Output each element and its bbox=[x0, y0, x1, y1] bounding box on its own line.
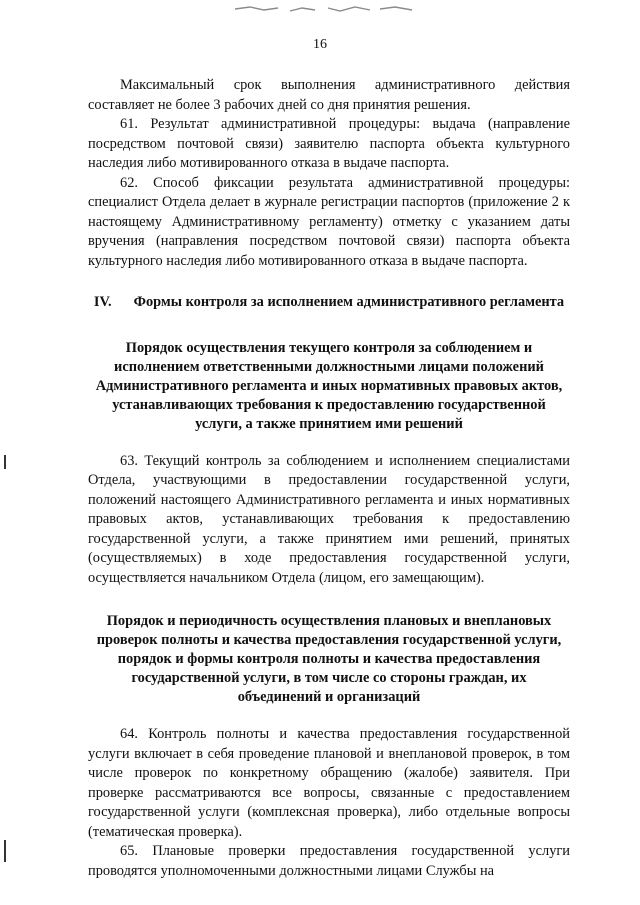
paragraph-62: 62. Способ фиксации результата административной процедуры: специалист Отдела делает в журнале регистрации паспортов (приложение 2 к настоящему Административному регламенту) отметку с указанием даты вручения (направления посредством почтовой связи) паспорта объекта культурного наследия либо мотивированного отказа в выдаче паспорта. bbox=[88, 174, 570, 269]
scan-margin-mark bbox=[4, 455, 6, 469]
paragraph-65: 65. Плановые проверки предоставления государственной услуги проводятся уполномоченными должностными лицами Службы на bbox=[88, 843, 570, 879]
subheading-current-control: Порядок осуществления текущего контроля за соблюдением и исполнением ответственными должностными лицами положений Административного регламента и иных нормативных правовых актов, устанавливающих требования к предоставлению государственной услуги, а также принятием ими решений bbox=[95, 339, 563, 432]
section-number: IV. bbox=[93, 294, 112, 310]
paragraph-64: 64. Контроль полноты и качества предоставления государственной услуги включает в себя проведение плановой и внеплановой проверок, в том числе проверок по конкретному обращению (жалобе) заявителя. При проверке рассматриваются все вопросы, связанные с предоставлением государственной услуги (комплексная проверка), либо отдельные вопросы (тематическая проверка). bbox=[88, 726, 570, 840]
paragraph-61: 61. Результат административной процедуры: выдача (направление посредством почтовой связи) заявителю паспорта объекта культурного наследия либо мотивированного отказа в выдаче паспорта. bbox=[88, 116, 570, 171]
paragraph-intro: Максимальный срок выполнения административного действия составляет не более 3 рабочих дней со дня принятия решения. bbox=[88, 77, 570, 113]
document-body bbox=[88, 76, 570, 881]
page-number: 16 bbox=[313, 37, 327, 52]
section-heading-iv bbox=[88, 293, 570, 313]
section-title: Формы контроля за исполнением административного регламента bbox=[133, 294, 565, 310]
subheading-inspections: Порядок и периодичность осуществления плановых и внеплановых проверок полноты и качества предоставления государственной услуги, порядок и формы контроля полноты и качества предоставления государственной услуги, в том числе со стороны граждан, их объединений и организаций bbox=[96, 613, 562, 705]
scan-margin-mark bbox=[4, 840, 6, 862]
scan-artifact bbox=[230, 2, 420, 16]
paragraph-63: 63. Текущий контроль за соблюдением и исполнением специалистами Отдела, участвующими в предоставлении государственной услуги, положений настоящего Административного регламента и иных нормативных правовых актов, устанавливающих требования к предоставлению государственной услуги, а также принятием ими решений, принятых (осуществляемых) в ходе предоставления государственной услуги, осуществляется начальником Отдела (лицом, его замещающим). bbox=[88, 452, 570, 586]
